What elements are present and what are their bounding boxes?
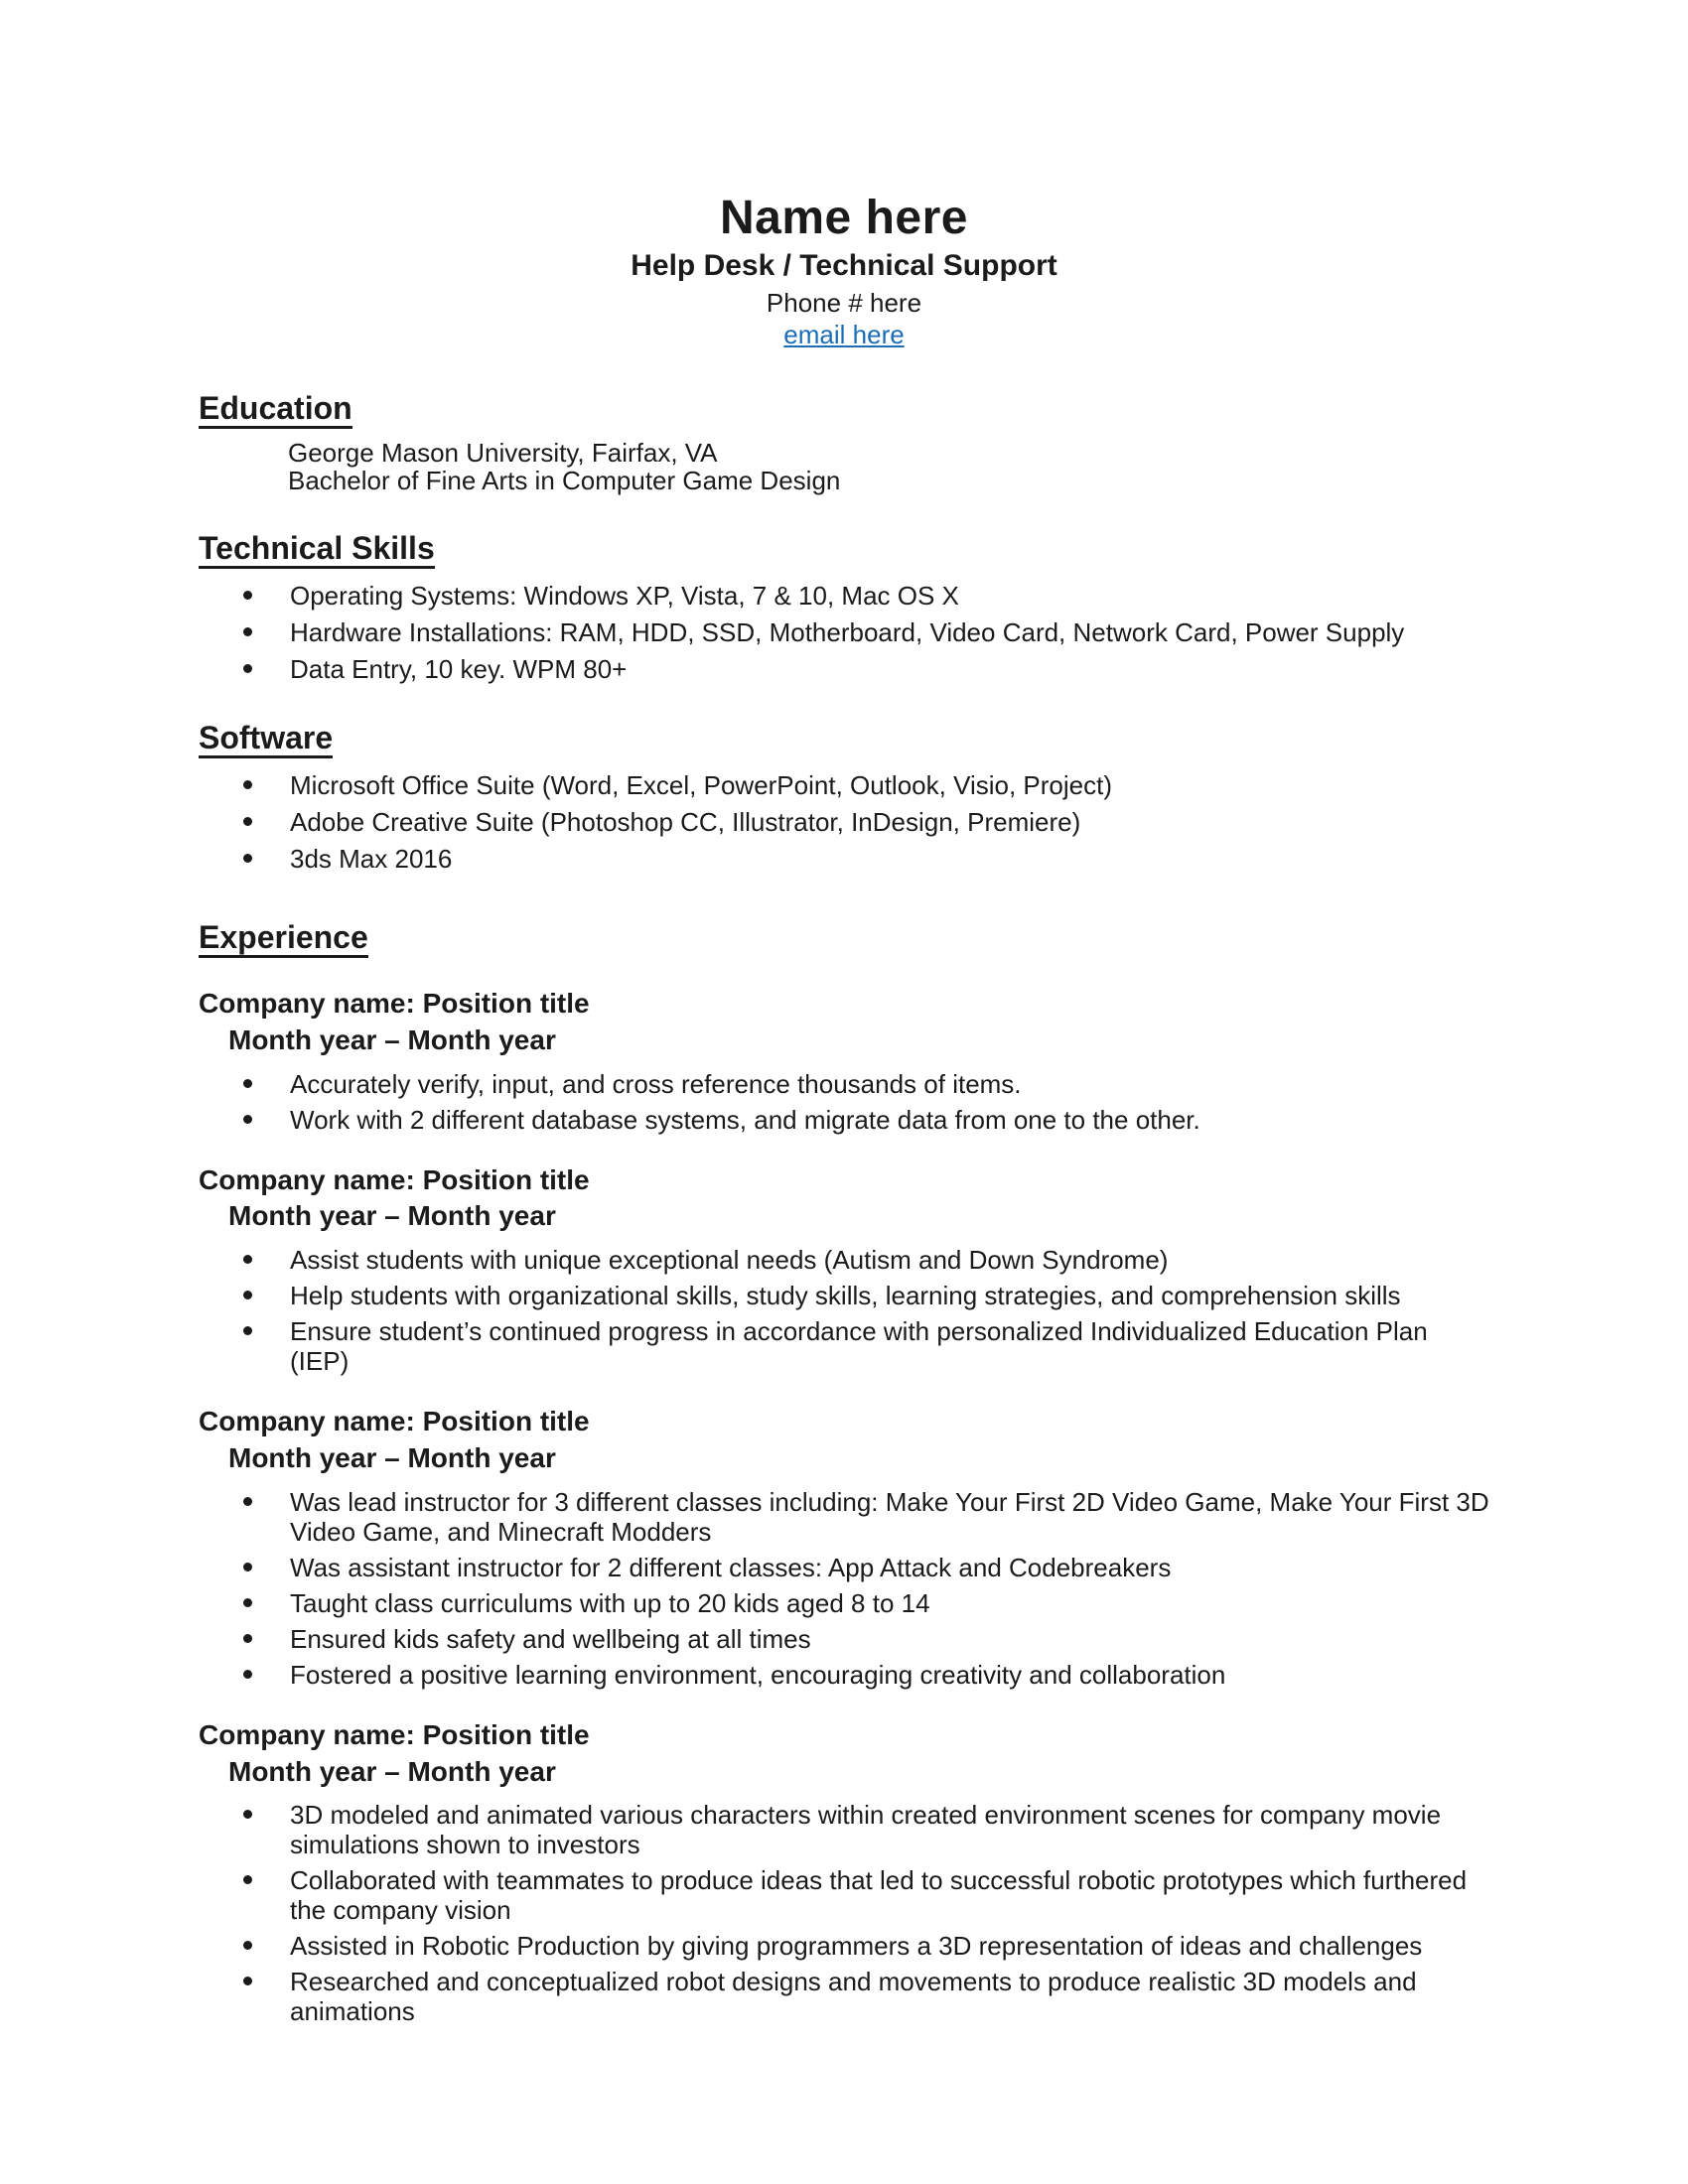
list-item: Hardware Installations: RAM, HDD, SSD, Motherboard, Video Card, Network Card, Power Supply: [199, 617, 1489, 647]
list-item: 3D modeled and animated various characters within created environment scenes for company movie simulations shown to investors: [199, 1800, 1489, 1859]
list-item: Collaborated with teammates to produce ideas that led to successful robotic prototypes which furthered the company vision: [199, 1865, 1489, 1925]
section-heading-experience: Experience: [199, 921, 1489, 958]
list-item: Researched and conceptualized robot designs and movements to produce realistic 3D models and animations: [199, 1967, 1489, 2026]
job-dates: Month year – Month year: [228, 1755, 556, 1787]
education-degree: Bachelor of Fine Arts in Computer Game Design: [288, 466, 841, 496]
list-item: Assist students with unique exceptional needs (Autism and Down Syndrome): [199, 1245, 1489, 1275]
resume-job-title: Help Desk / Technical Support: [631, 249, 1057, 282]
section-heading-software: Software: [199, 722, 1489, 758]
technical-skills-list: [199, 581, 1489, 684]
job-dates: Month year – Month year: [228, 1024, 556, 1055]
education-school: George Mason University, Fairfax, VA: [288, 438, 718, 469]
job-entry: [199, 1720, 1489, 2027]
list-item: 3ds Max 2016: [199, 844, 1489, 874]
list-item: Was lead instructor for 3 different classes including: Make Your First 2D Video Game, Make Your First 3D Video Game, and Minecraft Modders: [199, 1487, 1489, 1547]
list-item: Was assistant instructor for 2 different classes: App Attack and Codebreakers: [199, 1553, 1489, 1582]
section-heading-technical-skills: Technical Skills: [199, 532, 1489, 569]
job-entry: [199, 989, 1489, 1135]
list-item: Adobe Creative Suite (Photoshop CC, Illustrator, InDesign, Premiere): [199, 807, 1489, 837]
list-item: Ensure student’s continued progress in accordance with personalized Individualized Education Plan (IEP): [199, 1316, 1489, 1376]
job-bullet-list: [199, 1487, 1489, 1690]
job-title: Company name: Position title: [199, 988, 590, 1020]
resume-name: Name here: [720, 192, 968, 244]
phone-number: Phone # here: [766, 287, 922, 318]
list-item: Ensured kids safety and wellbeing at all times: [199, 1624, 1489, 1654]
section-heading-education: Education: [199, 392, 1489, 429]
list-item: Accurately verify, input, and cross reference thousands of items.: [199, 1069, 1489, 1099]
job-entry: [199, 1165, 1489, 1377]
job-entry: [199, 1407, 1489, 1690]
list-item: Taught class curriculums with up to 20 kids aged 8 to 14: [199, 1588, 1489, 1618]
resume-header: [199, 192, 1489, 349]
list-item: Assisted in Robotic Production by giving programmers a 3D representation of ideas and challenges: [199, 1931, 1489, 1961]
list-item: Fostered a positive learning environment, encouraging creativity and collaboration: [199, 1660, 1489, 1690]
list-item: Help students with organizational skills, study skills, learning strategies, and comprehension skills: [199, 1281, 1489, 1310]
list-item: Microsoft Office Suite (Word, Excel, PowerPoint, Outlook, Visio, Project): [199, 770, 1489, 800]
job-title: Company name: Position title: [199, 1406, 590, 1437]
job-dates: Month year – Month year: [228, 1442, 556, 1474]
job-title: Company name: Position title: [199, 1718, 590, 1750]
software-list: [199, 770, 1489, 874]
list-item: Operating Systems: Windows XP, Vista, 7 & 10, Mac OS X: [199, 581, 1489, 611]
job-bullet-list: [199, 1245, 1489, 1376]
job-bullet-list: [199, 1069, 1489, 1135]
list-item: Work with 2 different database systems, and migrate data from one to the other.: [199, 1105, 1489, 1135]
job-bullet-list: [199, 1800, 1489, 2026]
job-dates: Month year – Month year: [228, 1200, 556, 1232]
education-details: [288, 439, 1489, 494]
email-row: [199, 319, 1489, 349]
job-title: Company name: Position title: [199, 1163, 590, 1195]
email-link[interactable]: email here: [783, 319, 905, 349]
list-item: Data Entry, 10 key. WPM 80+: [199, 654, 1489, 684]
